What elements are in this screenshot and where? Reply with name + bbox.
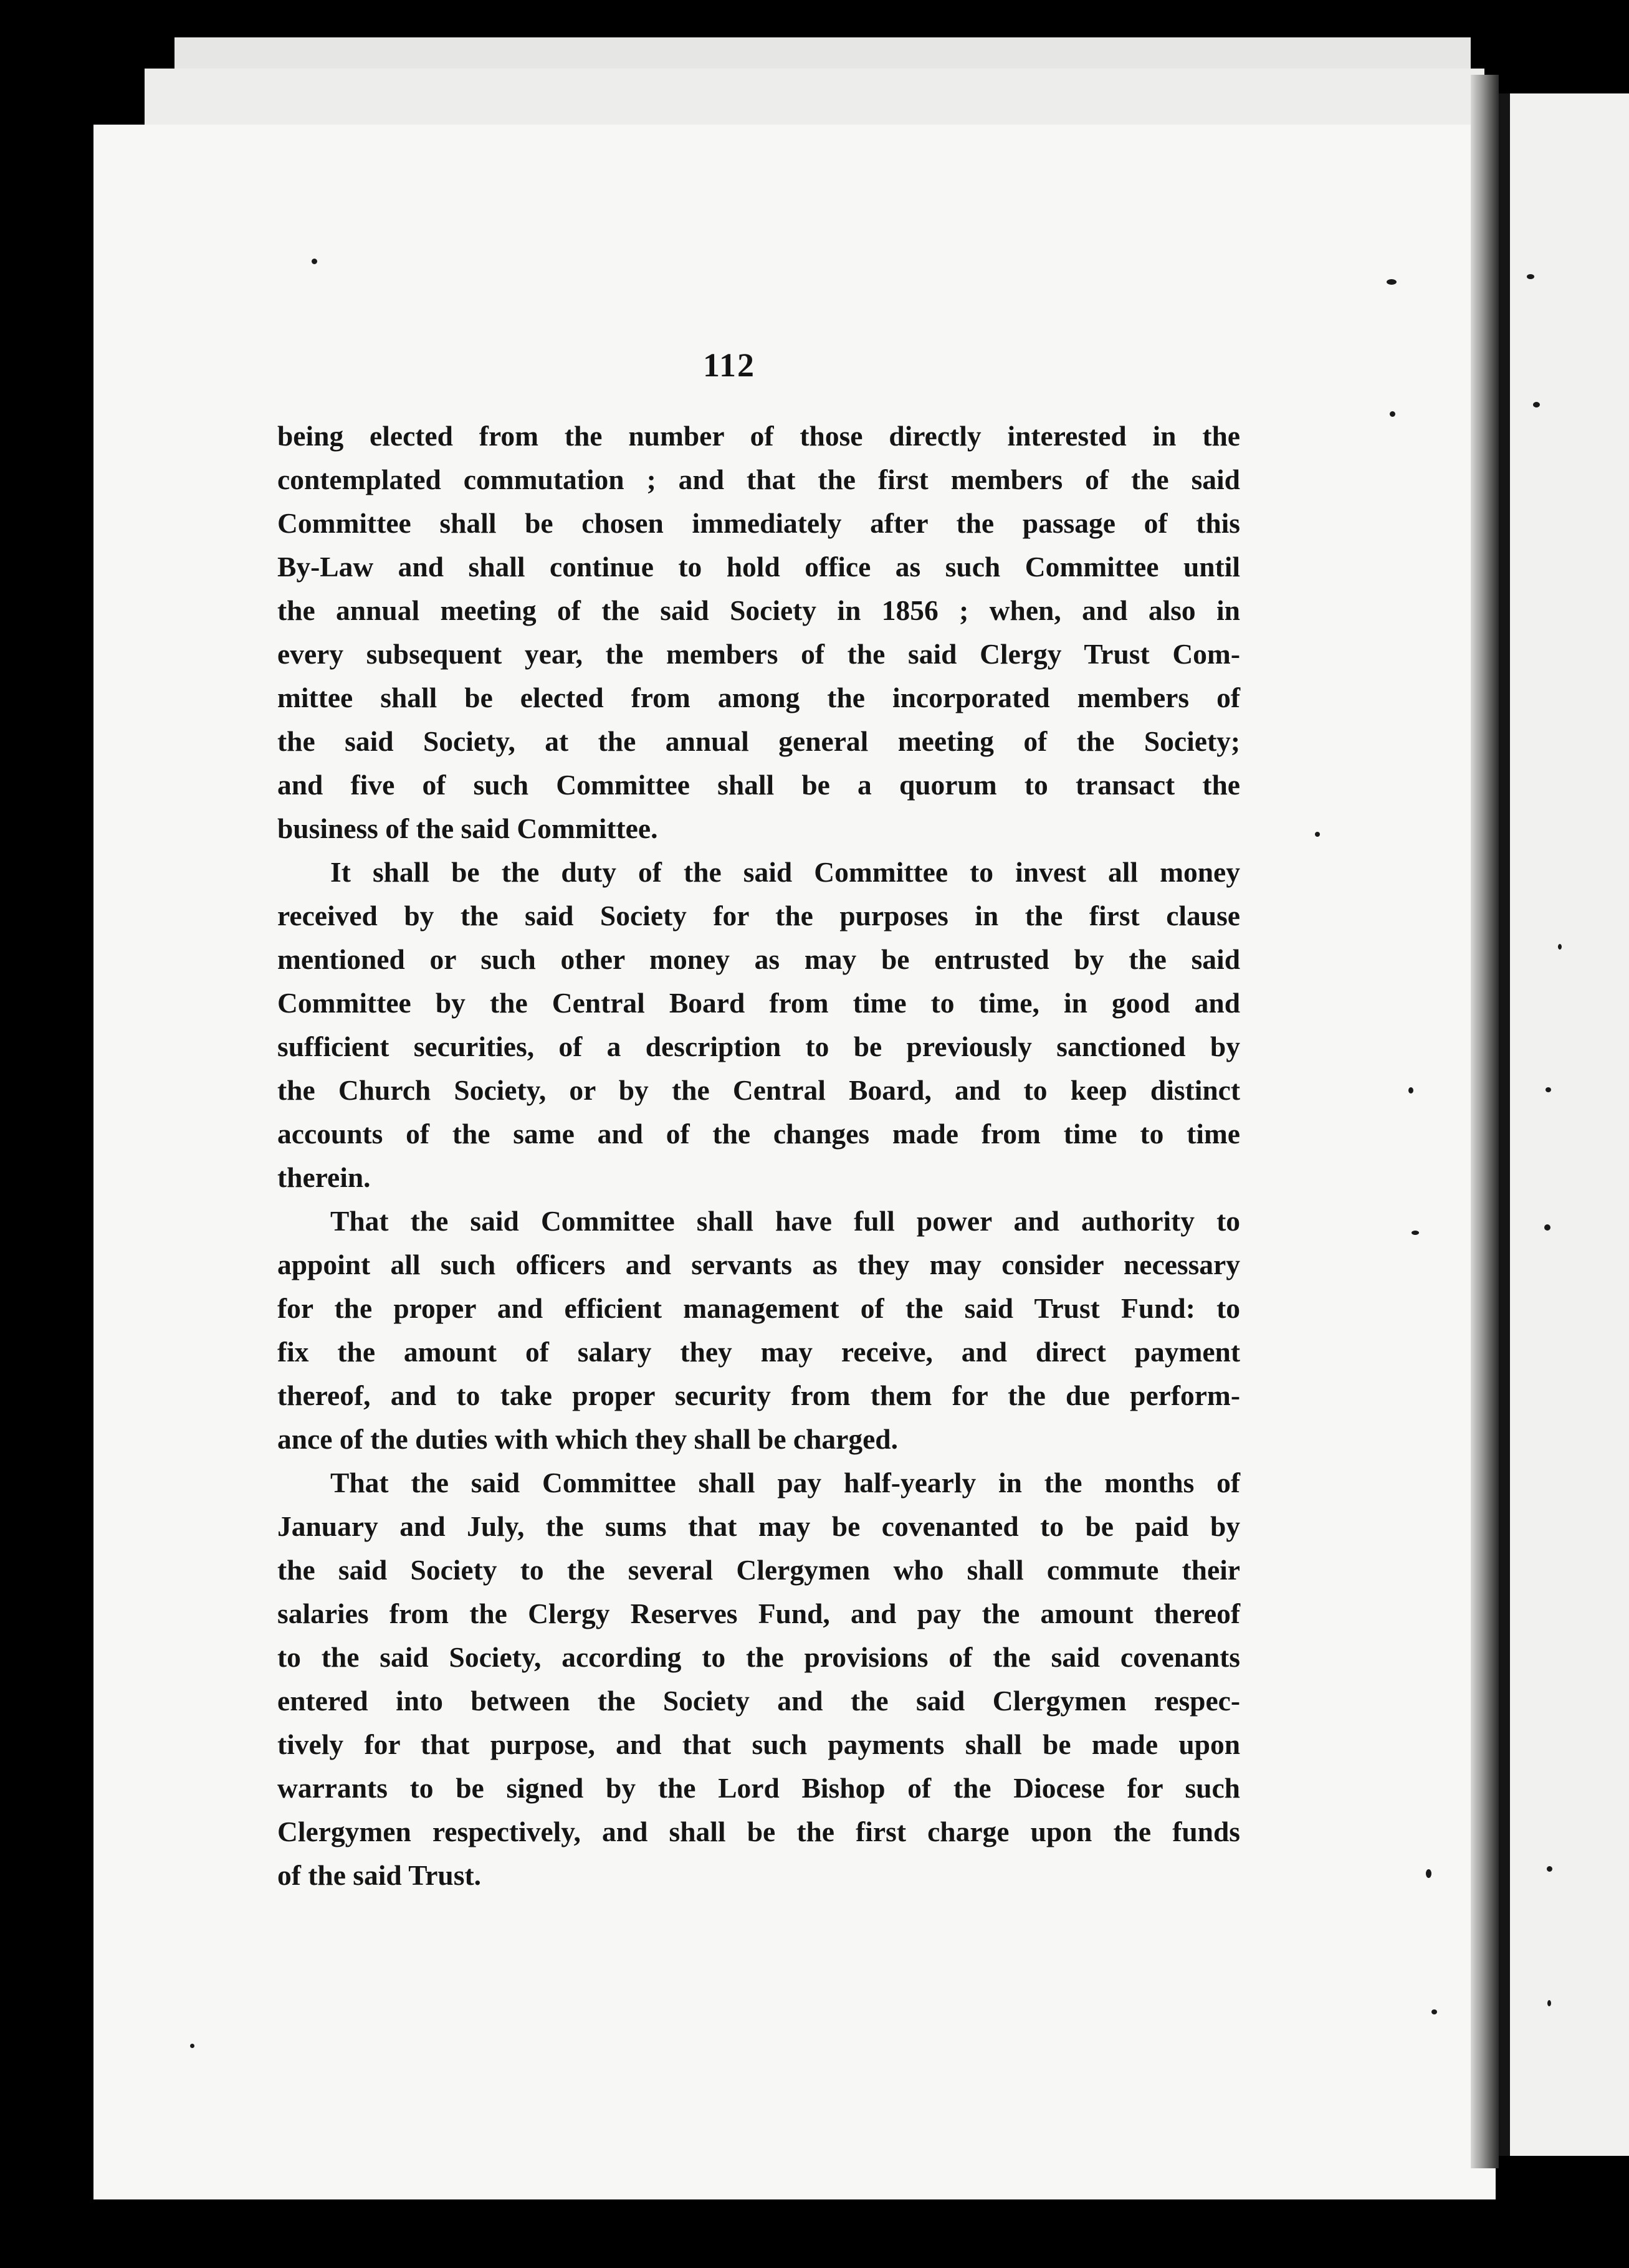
- text-line: business of the said Committee.: [277, 812, 658, 844]
- text-line: Clergymen respectively, and shall be the first charge upon the funds: [277, 1816, 1240, 1847]
- scan-speck: [1544, 1224, 1550, 1231]
- text-line: contemplated commutation ; and that the first members of the said: [277, 464, 1240, 495]
- page-binding-edge: [1471, 75, 1499, 2168]
- scan-speck: [1558, 944, 1562, 950]
- paragraph-3: [277, 1199, 1240, 1461]
- text-line: That the said Committee shall have full power and authority to: [330, 1205, 1240, 1237]
- text-line: the said Society, at the annual general meeting of the Society;: [277, 725, 1240, 757]
- paragraph-2: [277, 850, 1240, 1199]
- body-text: [277, 414, 1240, 1897]
- text-line: the said Society to the several Clergymen who shall commute their: [277, 1554, 1240, 1586]
- text-line: and five of such Committee shall be a quorum to transact the: [277, 769, 1240, 801]
- scan-speck: [1527, 274, 1534, 279]
- text-line: It shall be the duty of the said Committee to invest all money: [330, 856, 1240, 888]
- text-line: thereof, and to take proper security from them for the due perform-: [277, 1379, 1240, 1411]
- scan-speck: [1315, 832, 1320, 837]
- paragraph-4: [277, 1461, 1240, 1897]
- text-line: warrants to be signed by the Lord Bishop of the Diocese for such: [277, 1772, 1240, 1804]
- text-line: appoint all such officers and servants as they may consider necessary: [277, 1249, 1240, 1280]
- text-line: received by the said Society for the purposes in the first clause: [277, 900, 1240, 932]
- facing-page-edge: [1499, 93, 1629, 2156]
- text-line: therein.: [277, 1161, 371, 1193]
- text-line: to the said Society, according to the provisions of the said covenants: [277, 1641, 1240, 1673]
- scan-speck: [1390, 411, 1395, 417]
- paragraph-1: [277, 414, 1240, 850]
- scan-speck: [1547, 1866, 1552, 1872]
- scan-speck: [312, 259, 317, 264]
- scan-speck: [1408, 1087, 1413, 1094]
- text-line: being elected from the number of those directly interested in the: [277, 420, 1240, 452]
- text-line: Committee shall be chosen immediately after the passage of this: [277, 507, 1240, 539]
- text-line: the annual meeting of the said Society in 1856 ; when, and also in: [277, 594, 1240, 626]
- text-line: every subsequent year, the members of the said Clergy Trust Com-: [277, 638, 1240, 670]
- text-line: tively for that purpose, and that such payments shall be made upon: [277, 1728, 1240, 1760]
- text-line: the Church Society, or by the Central Board, and to keep distinct: [277, 1074, 1240, 1106]
- scan-speck: [1545, 1087, 1551, 1092]
- text-line: January and July, the sums that may be covenanted to be paid by: [277, 1510, 1240, 1542]
- scan-speck: [1547, 2000, 1551, 2006]
- text-line: sufficient securities, of a description to be previously sanctioned by: [277, 1031, 1240, 1062]
- text-line: That the said Committee shall pay half-yearly in the months of: [330, 1467, 1240, 1498]
- text-line: Committee by the Central Board from time to time, in good and: [277, 987, 1240, 1019]
- scan-speck: [1412, 1231, 1419, 1235]
- scan-speck: [190, 2044, 194, 2048]
- scan-speck: [1431, 2009, 1437, 2014]
- page-number: 112: [702, 346, 756, 384]
- text-line: accounts of the same and of the changes made from time to time: [277, 1118, 1240, 1150]
- text-line: of the said Trust.: [277, 1859, 481, 1891]
- scan-speck: [1533, 402, 1540, 407]
- text-line: mentioned or such other money as may be entrusted by the said: [277, 943, 1240, 975]
- text-line: ance of the duties with which they shall be charged.: [277, 1423, 898, 1455]
- text-line: salaries from the Clergy Reserves Fund, and pay the amount thereof: [277, 1598, 1240, 1629]
- scan-speck: [1426, 1869, 1431, 1878]
- text-line: By-Law and shall continue to hold office as such Committee until: [277, 551, 1240, 583]
- text-line: fix the amount of salary they may receive, and direct payment: [277, 1336, 1240, 1368]
- text-line: for the proper and efficient management of the said Trust Fund: to: [277, 1292, 1240, 1324]
- text-line: entered into between the Society and the said Clergymen respec-: [277, 1685, 1240, 1717]
- scan-speck: [1387, 279, 1397, 285]
- text-line: mittee shall be elected from among the incorporated members of: [277, 682, 1240, 713]
